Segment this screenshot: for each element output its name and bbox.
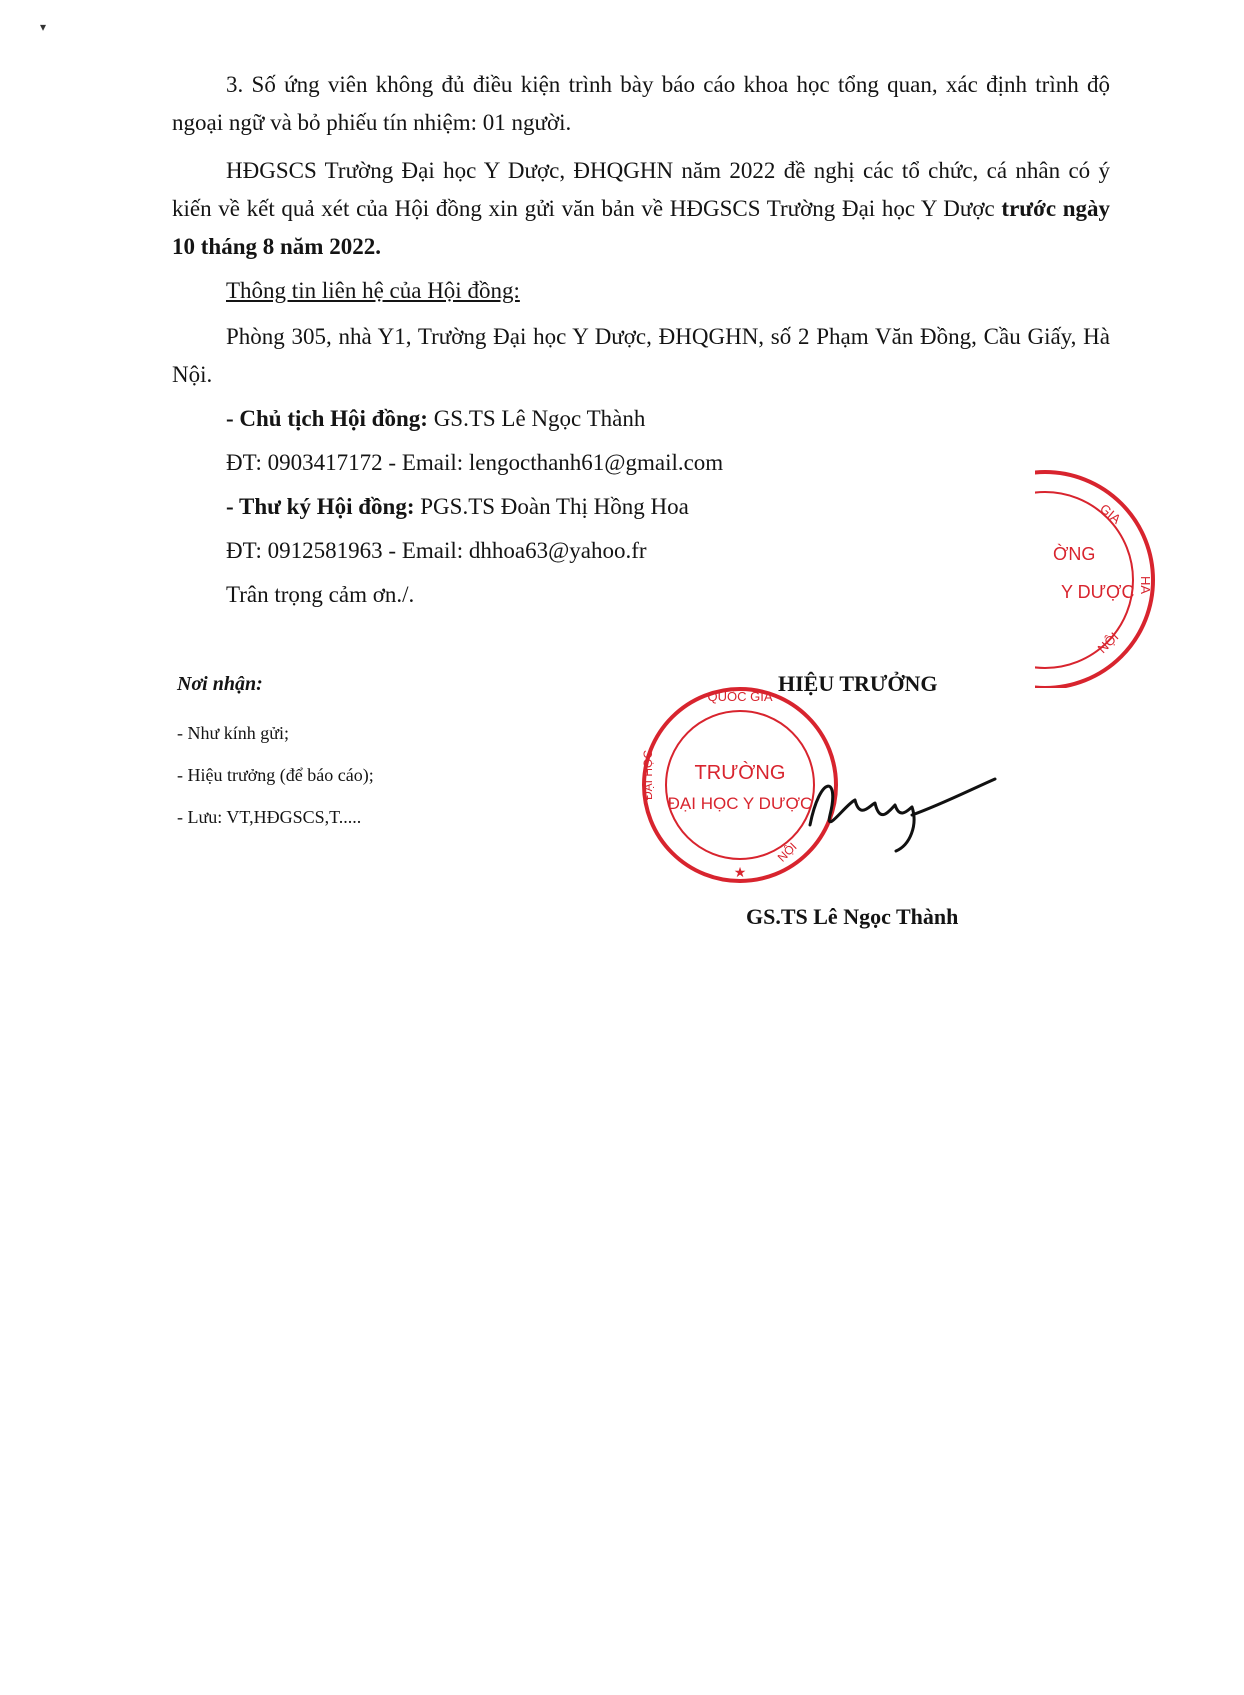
closing-thanks: Trân trọng cảm ơn./. — [226, 582, 415, 607]
svg-text:NỘI: NỘI — [1094, 629, 1122, 657]
recipient-item: - Hiệu trưởng (để báo cáo); — [177, 765, 374, 785]
chair-contact: ĐT: 0903417172 - Email: lengocthanh61@gmail.com — [226, 450, 724, 475]
secretary-name: PGS.TS Đoàn Thị Hồng Hoa — [414, 494, 689, 519]
scan-mark: ▾ — [40, 20, 47, 34]
svg-text:★: ★ — [733, 864, 747, 880]
chair-label: - Chủ tịch Hội đồng: — [226, 406, 428, 431]
svg-text:QUỐC GIA: QUỐC GIA — [707, 689, 773, 704]
chair-line — [226, 404, 645, 434]
handwritten-signature — [800, 765, 1000, 855]
request-paragraph — [172, 152, 1110, 266]
deadline-text: trước ngày 10 tháng 8 năm 2022. — [172, 196, 1110, 259]
item-3-paragraph: 3. Số ứng viên không đủ điều kiện trình bày báo cáo khoa học tổng quan, xác định trình độ ngoại ngữ và bỏ phiếu tín nhiệm: 01 người. — [172, 72, 1110, 135]
secretary-line — [226, 492, 689, 522]
secretary-label: - Thư ký Hội đồng: — [226, 494, 415, 519]
recipients-list — [177, 712, 374, 838]
edge-seal-stamp — [1035, 468, 1165, 688]
svg-text:ĐẠI HỌC: ĐẠI HỌC — [641, 749, 655, 801]
svg-text:TRƯỜNG: TRƯỜNG — [694, 762, 786, 784]
svg-text:GIA: GIA — [1097, 500, 1124, 527]
svg-text:ỜNG: ỜNG — [1053, 544, 1096, 564]
chair-name: GS.TS Lê Ngọc Thành — [427, 406, 646, 431]
signer-name: GS.TS Lê Ngọc Thành — [746, 904, 959, 929]
svg-text:NỘI: NỘI — [774, 839, 800, 865]
secretary-contact: ĐT: 0912581963 - Email: dhhoa63@yahoo.fr — [226, 538, 647, 563]
recipients-heading: Nơi nhận: — [177, 673, 263, 695]
address-paragraph: Phòng 305, nhà Y1, Trường Đại học Y Dược, ĐHQGHN, số 2 Phạm Văn Đồng, Cầu Giấy, Hà Nội. — [172, 324, 1110, 387]
svg-text:HÀ: HÀ — [1138, 576, 1153, 595]
request-text: HĐGSCS Trường Đại học Y Dược, ĐHQGHN năm 2022 đề nghị các tổ chức, cá nhân có ý kiến về kết quả xét của Hội đồng xin gửi văn bản về HĐGSCS Trường Đại học Y Dược — [172, 158, 1110, 221]
svg-text:ĐẠI HỌC Y DƯỢC: ĐẠI HỌC Y DƯỢC — [667, 794, 813, 813]
contact-heading: Thông tin liên hệ của Hội đồng: — [226, 278, 520, 303]
svg-text:Y DƯỢC: Y DƯỢC — [1061, 582, 1135, 602]
recipient-item: - Lưu: VT,HĐGSCS,T..... — [177, 807, 362, 827]
recipient-item: - Như kính gửi; — [177, 723, 290, 743]
signer-title: HIỆU TRƯỞNG — [778, 671, 938, 696]
